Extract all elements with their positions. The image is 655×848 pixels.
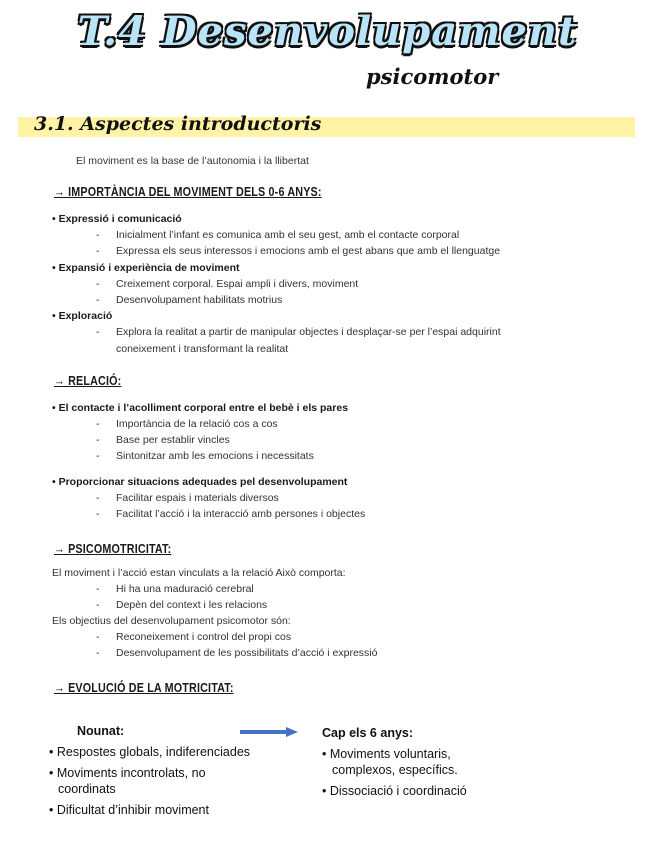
dash: -: [96, 418, 100, 430]
heading-importancia: → IMPORTÀNCIA DEL MOVIMENT DELS 0-6 ANYS:: [54, 185, 322, 199]
dash: -: [96, 450, 100, 462]
psico-line1: El moviment i l’acció estan vinculats a la relació Això comporta:: [52, 567, 346, 579]
sub-item: Sintonitzar amb les emocions i necessitats: [116, 450, 314, 462]
nounat-item: coordinats: [58, 782, 116, 796]
sub-item: Explora la realitat a partir de manipular objectes i desplaçar-se per l’espai adquirint: [116, 326, 501, 338]
nounat-item: • Respostes globals, indiferenciades: [49, 745, 251, 759]
bullet-contacte: • El contacte i l’acolliment corporal entre el bebè i els pares: [52, 402, 349, 414]
sub-item: Inicialment l’infant es comunica amb el seu gest, amb el contacte corporal: [116, 229, 460, 241]
page-title: T.4 Desenvolupament: [77, 8, 578, 55]
dash: -: [96, 631, 100, 643]
sub-item: Creixement corporal. Espai ampli i divers, moviment: [116, 278, 359, 290]
section-title: 3.1. Aspectes introductoris: [34, 113, 322, 135]
sub-item: Base per establir vincles: [116, 434, 230, 446]
sub-item: Facilitar espais i materials diversos: [116, 492, 279, 504]
heading-psicomotricitat: → PSICOMOTRICITAT:: [54, 542, 172, 556]
dash: -: [96, 245, 100, 257]
dash: -: [96, 583, 100, 595]
nounat-item: • Moviments incontrolats, no: [49, 766, 206, 780]
heading-evolucio: → EVOLUCIÓ DE LA MOTRICITAT:: [54, 681, 234, 695]
sub-item: Depèn del context i les relacions: [116, 599, 268, 611]
sis-anys-title: Cap els 6 anys:: [322, 726, 414, 740]
arrow-right-icon: [240, 727, 298, 737]
sub-item: Desenvolupament de les possibilitats d’acció i expressió: [116, 647, 378, 659]
sub-item: Importància de la relació cos a cos: [116, 418, 278, 430]
sis-anys-item: complexos, específics.: [332, 763, 458, 777]
heading-relacio: → RELACIÓ:: [54, 374, 122, 388]
bullet-proporcionar: • Proporcionar situacions adequades pel desenvolupament: [52, 476, 348, 488]
dash: -: [96, 434, 100, 446]
sub-item: Expressa els seus interessos i emocions amb el gest abans que amb el llenguatge: [116, 245, 501, 257]
dash: -: [96, 492, 100, 504]
bullet-expressio: • Expressió i comunicació: [52, 213, 182, 225]
dash: -: [96, 278, 100, 290]
sub-item: Desenvolupament habilitats motrius: [116, 294, 283, 306]
sis-anys-item: • Dissociació i coordinació: [322, 784, 467, 798]
bullet-exploracio: • Exploració: [52, 310, 113, 322]
sub-item: Reconeixement i control del propi cos: [116, 631, 292, 643]
sis-anys-item: • Moviments voluntaris,: [322, 747, 451, 761]
dash: -: [96, 294, 100, 306]
sub-item: coneixement i transformant la realitat: [116, 343, 289, 355]
sub-item: Hi ha una maduració cerebral: [116, 583, 254, 595]
bullet-expansio: • Expansió i experiència de moviment: [52, 262, 240, 274]
dash: -: [96, 326, 100, 338]
nounat-item: • Dificultat d’inhibir moviment: [49, 803, 209, 817]
dash: -: [96, 508, 100, 520]
sub-item: Facilitat l’acció i la interacció amb persones i objectes: [116, 508, 366, 520]
nounat-title: Nounat:: [77, 724, 125, 738]
psico-line2: Els objectius del desenvolupament psicomotor són:: [52, 615, 291, 627]
dash: -: [96, 229, 100, 241]
dash: -: [96, 647, 100, 659]
intro-text: El moviment es la base de l’autonomia i la llibertat: [76, 155, 309, 167]
dash: -: [96, 599, 100, 611]
page-subtitle: psicomotor: [366, 64, 499, 89]
